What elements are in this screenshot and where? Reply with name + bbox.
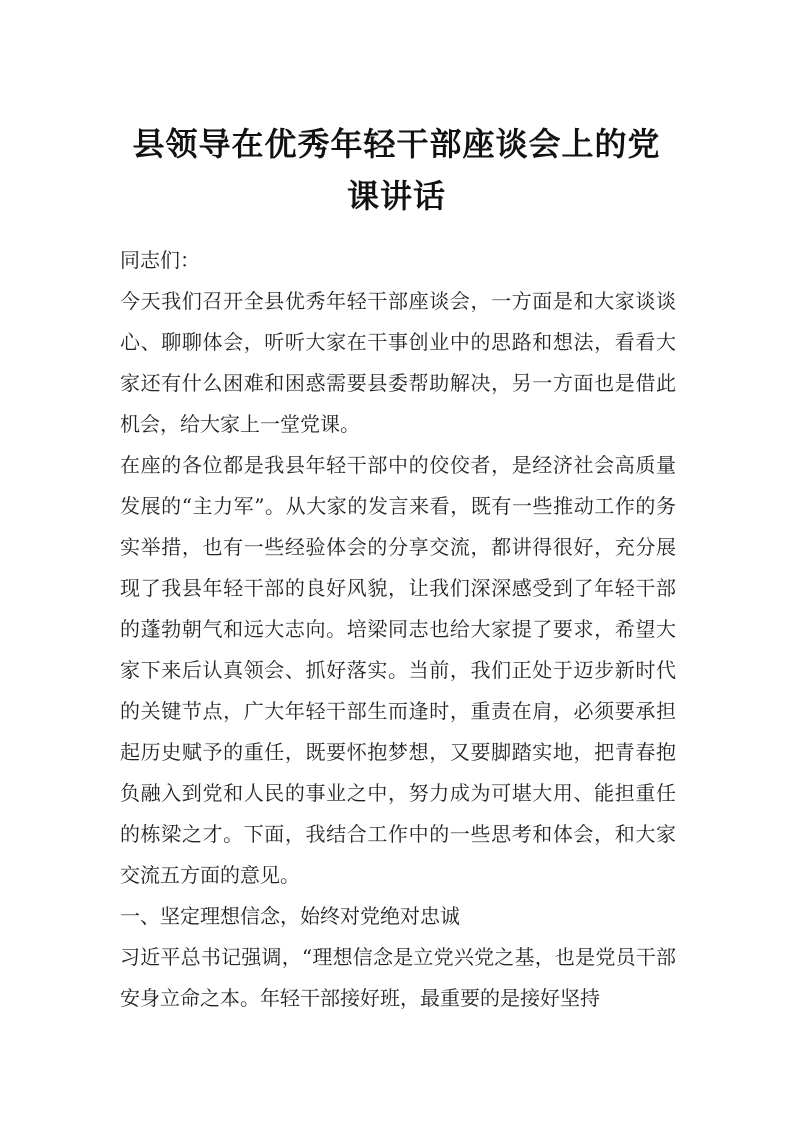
paragraph-section-1: 习近平总书记强调，“理想信念是立党兴党之基，也是党员干部安身立命之本。年轻干部接好班，最重要的是接好坚持 [120, 945, 676, 1010]
document-body [120, 240, 676, 1019]
document-title: 县领导在优秀年轻干部座谈会上的党课讲话 [132, 125, 661, 215]
paragraph-main: 在座的各位都是我县年轻干部中的佼佼者，是经济社会高质量发展的“主力军”。从大家的发言来看，既有一些推动工作的务实举措，也有一些经验体会的分享交流，都讲得很好，充分展现了我县年轻干部的良好风貌，让我们深深感受到了年轻干部的蓬勃朝气和远大志向。培梁同志也给大家提了要求，希望大家下来后认真领会、抓好落实。当前，我们正处于迈步新时代的关键节点，广大年轻干部生而逢时，重责在肩，必须要承担起历史赋予的重任，既要怀抱梦想，又要脚踏实地，把青春抱负融入到党和人民的事业之中，努力成为可堪大用、能担重任的栋梁之才。下面，我结合工作中的一些思考和体会，和大家交流五方面的意见。 [120, 453, 676, 887]
salutation: 同志们： [120, 248, 200, 272]
section-heading-1: 一、坚定理想信念，始终对党绝对忠诚 [120, 904, 460, 928]
paragraph-intro: 今天我们召开全县优秀年轻干部座谈会，一方面是和大家谈谈心、聊聊体会，听听大家在干事创业中的思路和想法，看看大家还有什么困难和困惑需要县委帮助解决，另一方面也是借此机会，给大家上一堂党课。 [120, 289, 676, 436]
